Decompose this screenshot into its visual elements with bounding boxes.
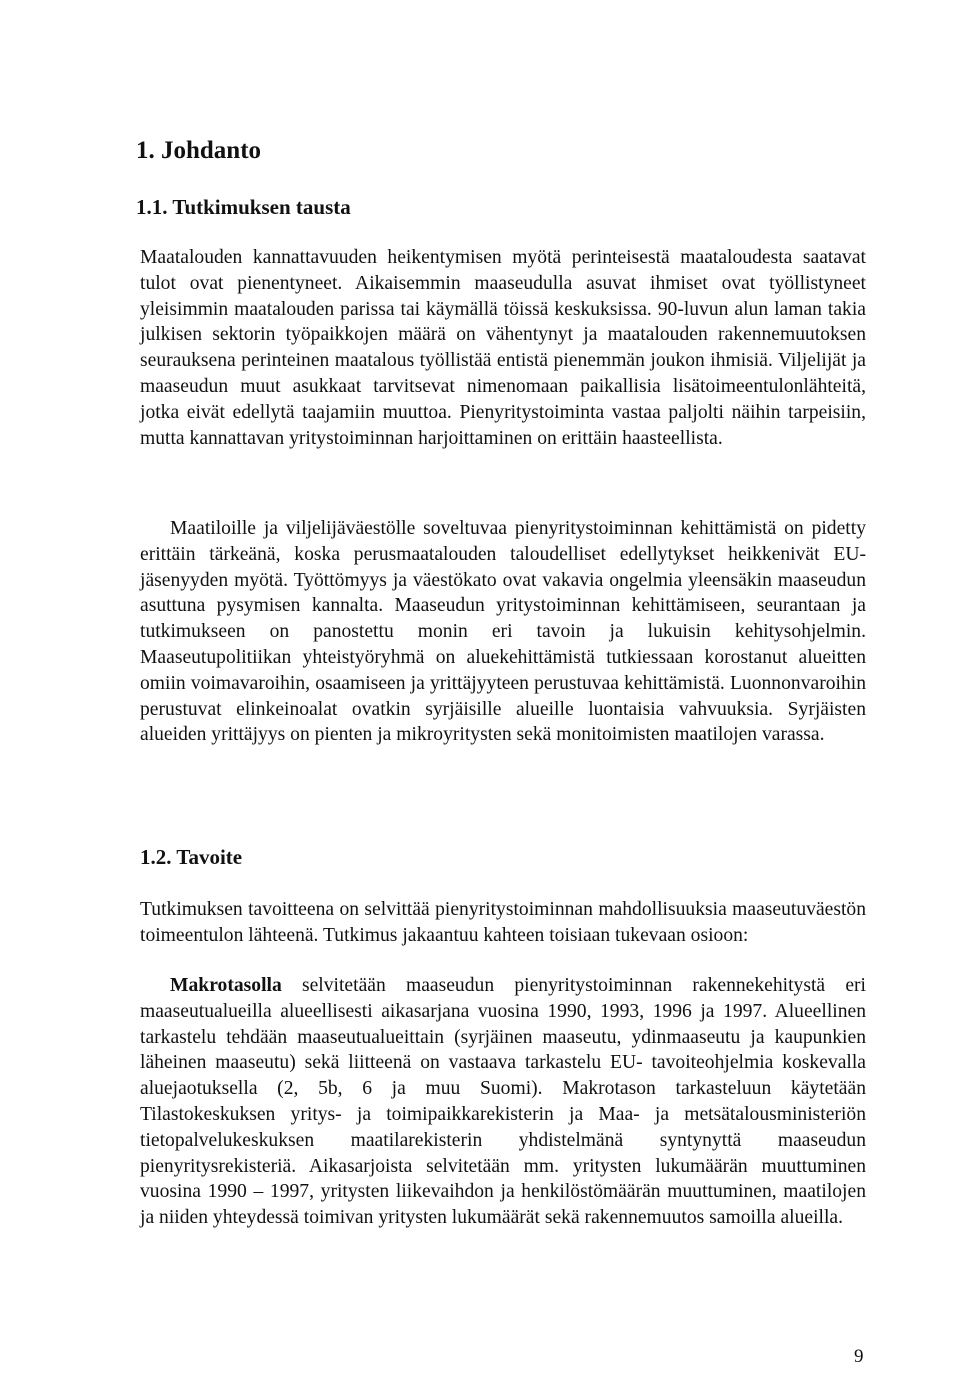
- section-heading-background: 1.1. Tutkimuksen tausta: [136, 195, 351, 219]
- page-number: 9: [854, 1346, 864, 1367]
- paragraph-goal-2-body: selvitetään maaseudun pienyritystoiminnan rakennekehitystä eri maaseutualueilla alueellisesti aikasarjana vuosina 1990, 1993, 1996 ja 1997. Alueellinen tarkastelu tehdään maaseutualueittain (syrjäinen maaseutu, ydinmaaseutu ja kaupunkien läheinen maaseutu) sekä liitteenä on vastaava tarkastelu EU- tavoiteohjelmia koskevalla aluejaotuksella (2, 5b, 6 ja muu Suomi). Makrotason tarkasteluun käytetään Tilastokeskuksen yritys- ja toimipaikkarekisterin ja Maa- ja metsätalousministeriön tietopalvelukeskuksen maatilarekisterin yhdistelmänä syntynyttä maaseudun pienyritysrekisteriä. Aikasarjoista selvitetään mm. yritysten lukumäärän muuttuminen vuosina 1990 – 1997, yritysten liikevaihdon ja henkilöstömäärän muuttuminen, maatilojen ja niiden yhteydessä toimivan yritysten lukumäärät sekä rakennemuutos samoilla alueilla.: [140, 975, 866, 1229]
- paragraph-background-1: Maatalouden kannattavuuden heikentymisen myötä perinteisestä maataloudesta saatavat tulot ovat pienentyneet. Aikaisemmin maaseudulla asuvat ihmiset ovat työllistyneet yleisimmin maatalouden parissa tai käymällä töissä keskuksissa. 90-luvun alun laman takia julkisen sektorin työpaikkojen määrä on vähentynyt ja maatalouden rakennemuutoksen seurauksena perinteinen maatalous työllistää entistä pienemmän joukon ihmisiä. Viljelijät ja maaseudun muut asukkaat tarvitsevat nimenomaan paikallisia lisätoimeentulonlähteitä, jotka eivät edellytä taajamiin muuttoa. Pienyritystoiminta vastaa paljolti näihin tarpeisiin, mutta kannattavan yritystoiminnan harjoittaminen on erittäin haasteellista.: [140, 247, 866, 449]
- chapter-heading: 1. Johdanto: [136, 137, 262, 164]
- paragraph-goal-2: [140, 973, 866, 1231]
- bold-lead-term: Makrotasolla: [170, 975, 282, 996]
- section-heading-goal: 1.2. Tavoite: [140, 845, 243, 869]
- paragraph-background-2: Maatiloille ja viljelijäväestölle soveltuvaa pienyritystoiminnan kehittämistä on pidetty erittäin tärkeänä, koska perusmaatalouden taloudelliset edellytykset heikkenivät EU-jäsenyyden myötä. Työttömyys ja väestökato ovat vakavia ongelmia yleensäkin maaseudun asuttuna pysymisen kannalta. Maaseudun yritystoiminnan kehittämiseen, seurantaan ja tutkimukseen on panostettu monin eri tavoin ja lukuisin kehitysohjelmin. Maaseutupolitiikan yhteistyöryhmä on aluekehittämistä tutkiessaan korostanut alueitten omiin voimavaroihin, osaamiseen ja yrittäjyyteen perustuvaa kehittämistä. Luonnonvaroihin perustuvat elinkeinoalat ovatkin syrjäisille alueille luontaisia vahvuuksia. Syrjäisten alueiden yrittäjyys on pienten ja mikroyritysten sekä monitoimisten maatilojen varassa.: [140, 518, 866, 746]
- paragraph-goal-1: Tutkimuksen tavoitteena on selvittää pienyritystoiminnan mahdollisuuksia maaseutuväestön toimeentulon lähteenä. Tutkimus jakaantuu kahteen toisiaan tukevaan osioon:: [140, 899, 866, 946]
